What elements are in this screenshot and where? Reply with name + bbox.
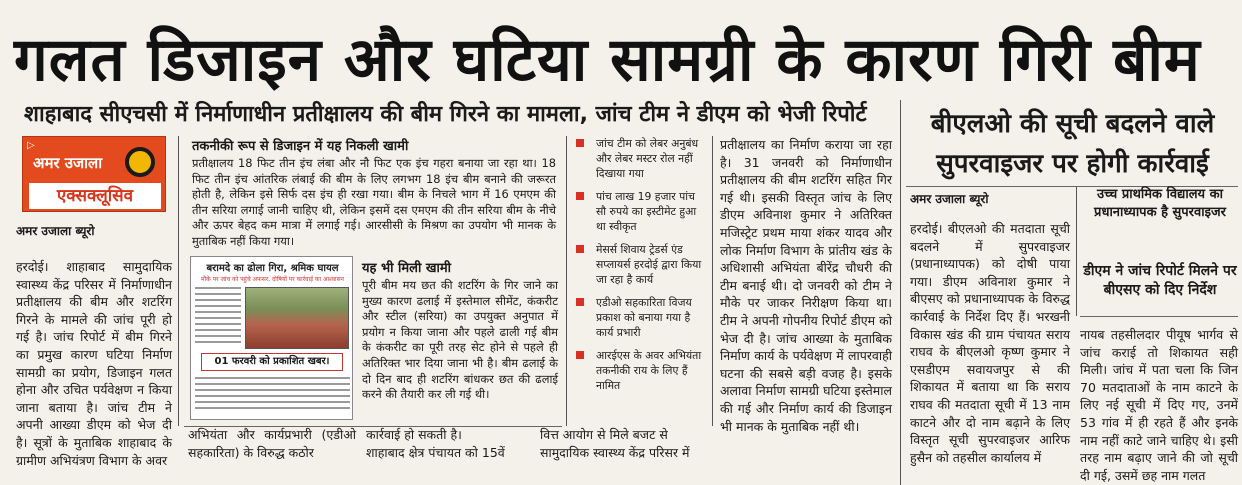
bullet-square-icon [576, 298, 584, 306]
side-story-column-1: हरदोई। बीएलओ की मतदाता सूची बदलने में सुपरवाइजर (प्रधानाध्यापक) को दोषी पाया गया। डीएम अविनाश कुमार ने बीएसए को प्रधानाध्यापक के विरुद्ध कार्रवाई के निर्देश दिए हैं। भरखनी विकास खंड की ग्राम पंचायत सराय राघव के बीएलओ कृष्ण कुमार ने एसडीएम सवायजपुर से की शिकायत में बताया था कि सराय राघव की मतदाता सूची में 13 नाम काटने और दो नाम बढ़ाने के लिए विस्तृत सूची सुपरवाइजर आरिफ हुसैन को तहसील कार्यालय में [910, 221, 1070, 465]
side-highlight-2: डीएम ने जांच रिपोर्ट मिलने पर बीएसए को दिए निर्देश [1083, 263, 1237, 298]
main-subheadline: शाहाबाद सीएचसी में निर्माणाधीन प्रतीक्षालय की बीम गिरने का मामला, जांच टीम ने डीएम को भेजी रिपोर्ट [24, 102, 867, 127]
clipping-lower-text [195, 377, 350, 417]
clipping-caption: 01 फरवरी को प्रकाशित खबर। [201, 353, 343, 371]
previous-news-clipping [190, 256, 353, 420]
bullet-square-icon [576, 351, 584, 359]
story-continuation-2a: कार्रवाई हो सकती है। [366, 427, 462, 442]
fact-bullet: एडीओ सहकारिता विजय प्रकाश को बनाया गया है कार्य प्रभारी [574, 295, 706, 340]
column-divider [712, 136, 713, 426]
logo-brand: अमर उजाला [33, 154, 103, 172]
side-story-headline: बीएलओ की सूची बदलने वाले सुपरवाइजर पर होगी कार्रवाई [930, 109, 1215, 179]
fact-bullet: आरईएस के अवर अभियंता तकनीकी राय के लिए हैं नामित [574, 348, 706, 393]
column-divider [566, 136, 567, 426]
clipping-text-lines [195, 287, 241, 349]
bullet-square-icon [576, 139, 584, 147]
side-divider-2 [1080, 316, 1238, 317]
amar-ujala-exclusive-logo [22, 136, 166, 212]
story-continuation-3: वित्त आयोग से मिले बजट से सामुदायिक स्वास्थ्य केंद्र परिसर में [540, 427, 690, 460]
main-headline: गलत डिजाइन और घटिया सामग्री के कारण गिरी बीम [14, 25, 1201, 95]
logo-ring-icon [125, 147, 155, 177]
story-continuation-1: अभियंता और कार्यप्रभारी (एडीओ सहकारिता) के विरुद्ध कठोर [188, 427, 356, 460]
side-story-column-2: नायब तहसीलदार पीयूष भार्गव से जांच कराई तो शिकायत सही मिली। जांच में पता चला कि जिन 70 मतदाताओं के नाम काटने के लिए नई सूची में दिए गए, उनमें 53 गांव में ही रहते हैं और इनके नाम नहीं काटे जाने चाहिए थे। इसी तरह नाम बढ़ाए जाने की जो सूची दी गई, उसमें छह नाम गलत [1080, 327, 1238, 483]
bullet-square-icon [576, 245, 584, 253]
section-subtitle-other-flaw: यह भी मिली खामी [362, 261, 451, 276]
play-icon: ▷ [27, 140, 35, 151]
byline-main: अमर उजाला ब्यूरो [16, 224, 95, 238]
clipping-subheadline: मौके पर जांच को पहुंचे अफसर, दोषियों पर कार्रवाई का आश्वासन [201, 276, 344, 283]
side-highlight-1: उच्च प्राथमिक विद्यालय का प्रधानाध्यापक है सुपरवाइजर [1094, 187, 1226, 220]
fact-bullets [574, 136, 706, 401]
clipping-headline: बरामदे का ढोला गिरा, श्रमिक घायल [206, 263, 339, 274]
story-continuation-2 [366, 426, 526, 466]
story-continuation-2b: शाहाबाद क्षेत्र पंचायत को 15वें [366, 445, 505, 460]
section-text-other-flaw: पूरी बीम मय छत की शटरिंग के गिर जाने का मुख्य कारण ढलाई में इस्तेमाल सीमेंट, कंकरीट और स्टील (सरिया) का उपयुक्त अनुपात में प्रयोग न किया जाना और पहले ढाली गई बीम के कंकरीट का पूरी तरह सेट होने से पहले ही अतिरिक्त भार दिया जाना भी है। बीम ढलाई के दो दिन बाद ही शटरिंग बांधकर छत की ढलाई करने की तैयारी कर ली गई थी। [362, 278, 558, 402]
fact-bullet: मेसर्स शिवाय ट्रेडर्स एंड सप्लायर्स हरदोई द्वारा किया जा रहा है कार्य [574, 242, 706, 287]
side-byline: अमर उजाला ब्यूरो [910, 192, 989, 206]
fact-bullet: पांच लाख 19 हजार पांच सौ रुपये का इस्टीमेट हुआ था स्वीकृत [574, 189, 706, 234]
section-text-design-flaw: प्रतीक्षालय 18 फिट तीन इंच लंबा और नौ फिट एक इंच गहरा बनाया जा रहा था। 18 फिट तीन इंच आंतरिक लंबाई की बीम के लिए लगभग 18 इंच बीम बनाने की जरूरत होती है, लेकिन इसे सिर्फ दस इंच ही रखा गया। बीम के निचले भाग में 16 एमएम की तीन सरिया लगाई जानी चाहिए थी, लेकिन इसमें दस एमएम की तीन सरिया बीम के नीचे और ऊपर बेहद कम मात्रा में लगाई गई। आरसीसी के मिश्रण का उपयोग भी मानक के मुताबिक नहीं किया गया। [192, 156, 556, 248]
story-column-1: हरदोई। शाहाबाद सामुदायिक स्वास्थ्य केंद्र परिसर में निर्माणाधीन प्रतीक्षालय की बीम और शटरिंग गिरने के मामले की जांच पूरी हो गई है। जांच रिपोर्ट में बीम गिरने का प्रमुख कारण घटिया निर्माण सामग्री का प्रयोग, डिजाइन गलत होना और उचित पर्यवेक्षण न किया जाना बताया है। जांच टीम ने अपनी आख्या डीएम को भेज दी है। सूत्रों के मुताबिक शाहाबाद के ग्रामीण अभियंत्रण विभाग के अवर [16, 259, 172, 468]
column-divider [178, 136, 179, 426]
column-divider [1076, 186, 1077, 316]
fact-bullet: जांच टीम को लेबर अनुबंध और लेबर मस्टर रोल नहीं दिखाया गया [574, 136, 706, 181]
logo-tag: एक्सक्लूसिव [29, 183, 161, 209]
collapsed-beam-photo [245, 287, 349, 349]
column-divider [900, 100, 901, 485]
bullet-square-icon [576, 192, 584, 200]
story-column-4: प्रतीक्षालय का निर्माण कराया जा रहा है। 31 जनवरी को निर्माणाधीन प्रतीक्षालय की बीम शटरिंग सहित गिर गई थी। इसकी विस्तृत जांच के लिए डीएम अविनाश कुमार ने अतिरिक्त मजिस्ट्रेट प्रथम माया शंकर यादव और लोक निर्माण विभाग के प्रांतीय खंड के अधिशासी अभियंता बीरेंद्र चौधरी की टीम बनाई थी। दो जनवरी को टीम ने मौके पर जाकर निरीक्षण किया था। टीम ने अपनी गोपनीय रिपोर्ट डीएम को भेज दी है। जांच आख्या के मुताबिक निर्माण कार्य के पर्यवेक्षण में लापरवाही घटना की सबसे बड़ी वजह है। इसके अलावा निर्माण सामग्री घटिया इस्तेमाल की गई और निर्माण कार्य की डिजाइन भी मानक के मुताबिक नहीं थी। [720, 137, 892, 434]
section-subtitle-design-flaw: तकनीकी रूप से डिजाइन में यह निकली खामी [192, 139, 409, 154]
